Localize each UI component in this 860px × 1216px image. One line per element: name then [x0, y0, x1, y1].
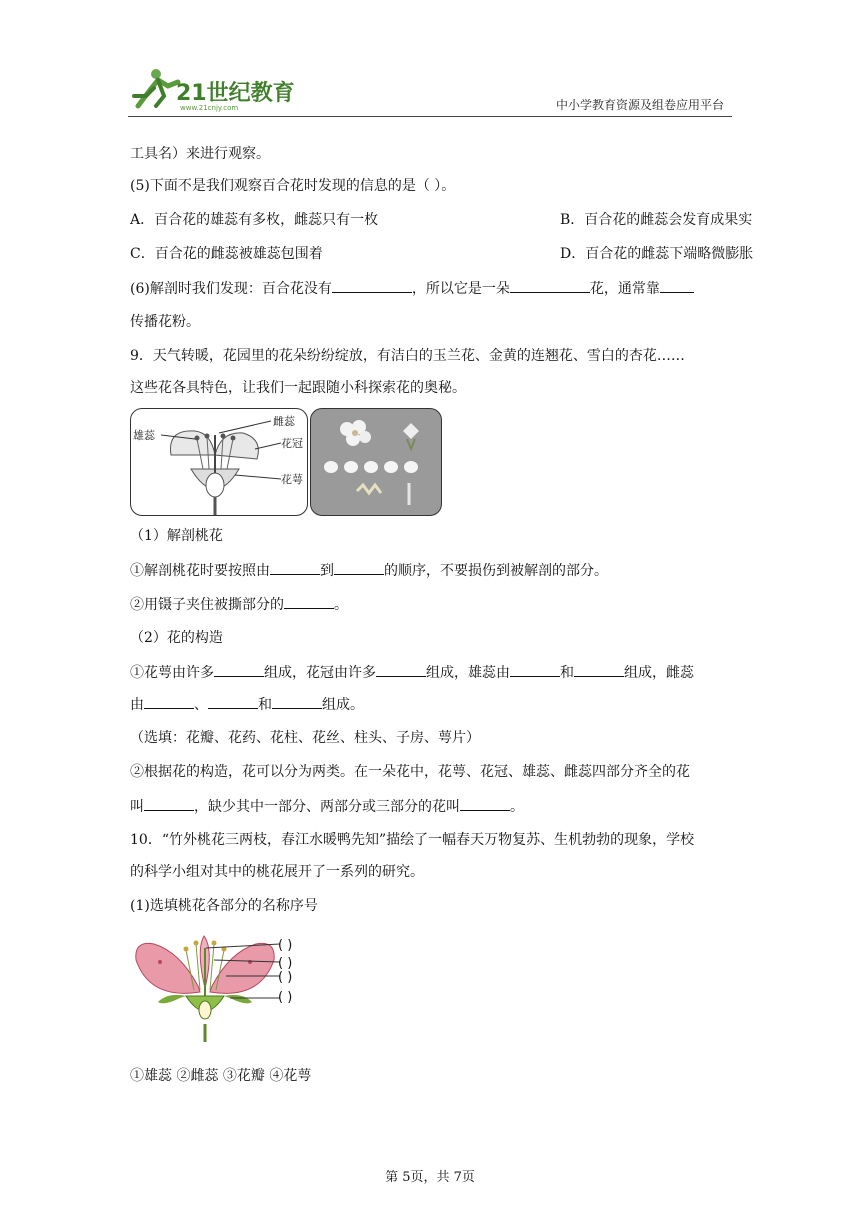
q8-5-options-cd — [130, 244, 754, 264]
answer-blank[interactable] — [284, 594, 334, 609]
option-c[interactable]: C．百合花的雌蕊被雄蕊包围着 — [130, 246, 323, 262]
answer-blank[interactable] — [376, 662, 426, 677]
svg-text:www.21cnjy.com: www.21cnjy.com — [180, 104, 239, 112]
q8-5-stem: (5)下面不是我们观察百合花时发现的信息的是（ ）。 — [130, 178, 456, 194]
answer-blank[interactable] — [510, 662, 560, 677]
q10-choices: ①雄蕊 ②雌蕊 ③花瓣 ④花萼 — [130, 1068, 312, 1084]
header-divider — [128, 116, 732, 117]
site-logo — [124, 66, 294, 112]
q8-continuation: 工具名）来进行观察。 — [130, 146, 270, 162]
answer-blank[interactable] — [332, 278, 412, 293]
answer-blank[interactable] — [144, 796, 194, 811]
q9-2-b: 由 、 和 组成。 — [130, 694, 732, 715]
label-blank-2[interactable]: ( ) — [278, 956, 293, 971]
answer-blank[interactable] — [460, 796, 510, 811]
answer-blank[interactable] — [270, 560, 320, 575]
q9-2-a: ①花萼由许多 组成，花冠由许多 组成，雄蕊由 和 组成，雌蕊 — [130, 662, 732, 683]
q9-1-a: ①解剖桃花时要按照由 到 的顺序，不要损伤到被解剖的部分。 — [130, 560, 732, 581]
label-pistil: 雌蕊 — [273, 415, 295, 428]
q8-5-options-ab — [130, 210, 753, 230]
answer-blank[interactable] — [660, 278, 694, 293]
q9-2-d: 叫 ，缺少其中一部分、两部分或三部分的花叫 。 — [130, 796, 732, 817]
q9-section-1-title: （1）解剖桃花 — [130, 528, 223, 544]
q10-stem-1: 10．“竹外桃花三两枝，春江水暖鸭先知”描绘了一幅春天万物复苏、生机勃勃的现象，学校 — [130, 832, 695, 848]
label-blank-4[interactable]: ( ) — [278, 990, 293, 1005]
option-d[interactable]: D．百合花的雌蕊下端略微膨胀 — [560, 246, 754, 262]
q9-options-note: （选填：花瓣、花药、花柱、花丝、柱头、子房、萼片） — [130, 730, 480, 746]
answer-blank[interactable] — [214, 662, 264, 677]
option-b[interactable]: B．百合花的雌蕊会发育成果实 — [560, 212, 753, 228]
answer-blank[interactable] — [144, 694, 194, 709]
q9-1-b: ②用镊子夹住被撕部分的 。 — [130, 594, 732, 615]
label-blank-3[interactable]: ( ) — [278, 970, 293, 985]
dissected-flower-photo — [310, 408, 442, 516]
q8-6-line1: (6)解剖时我们发现：百合花没有 ，所以它是一朵 花，通常靠 — [130, 278, 732, 299]
peach-blossom-diagram — [130, 930, 280, 1042]
flower-structure-diagram — [130, 408, 308, 516]
label-blank-1[interactable]: ( ) — [278, 938, 293, 953]
q10-section-1: (1)选填桃花各部分的名称序号 — [130, 898, 318, 914]
q9-section-2-title: （2）花的构造 — [130, 630, 223, 646]
q10-stem-2: 的科学小组对其中的桃花展开了一系列的研究。 — [130, 864, 424, 880]
label-corolla: 花冠 — [281, 437, 303, 450]
option-a[interactable]: A．百合花的雄蕊有多枚，雌蕊只有一枚 — [130, 212, 379, 228]
answer-blank[interactable] — [334, 560, 384, 575]
svg-text:21世纪教育: 21世纪教育 — [176, 81, 294, 106]
q9-stem-1: 9．天气转暖，花园里的花朵纷纷绽放，有洁白的玉兰花、金黄的连翘花、雪白的杏花…… — [130, 348, 685, 364]
answer-blank[interactable] — [272, 694, 322, 709]
answer-blank[interactable] — [510, 278, 590, 293]
q9-2-c: ②根据花的构造，花可以分为两类。在一朵花中，花萼、花冠、雄蕊、雌蕊四部分齐全的花 — [130, 764, 690, 780]
page-number: 第 5页，共 7页 — [385, 1170, 475, 1185]
label-calyx: 花萼 — [281, 473, 303, 486]
q9-stem-2: 这些花各具特色，让我们一起跟随小科探索花的奥秘。 — [130, 380, 466, 396]
answer-blank[interactable] — [574, 662, 624, 677]
platform-name: 中小学教育资源及组卷应用平台 — [555, 98, 724, 112]
label-stamen: 雄蕊 — [133, 429, 155, 442]
answer-blank[interactable] — [208, 694, 258, 709]
q8-6-line2: 传播花粉。 — [130, 314, 200, 330]
